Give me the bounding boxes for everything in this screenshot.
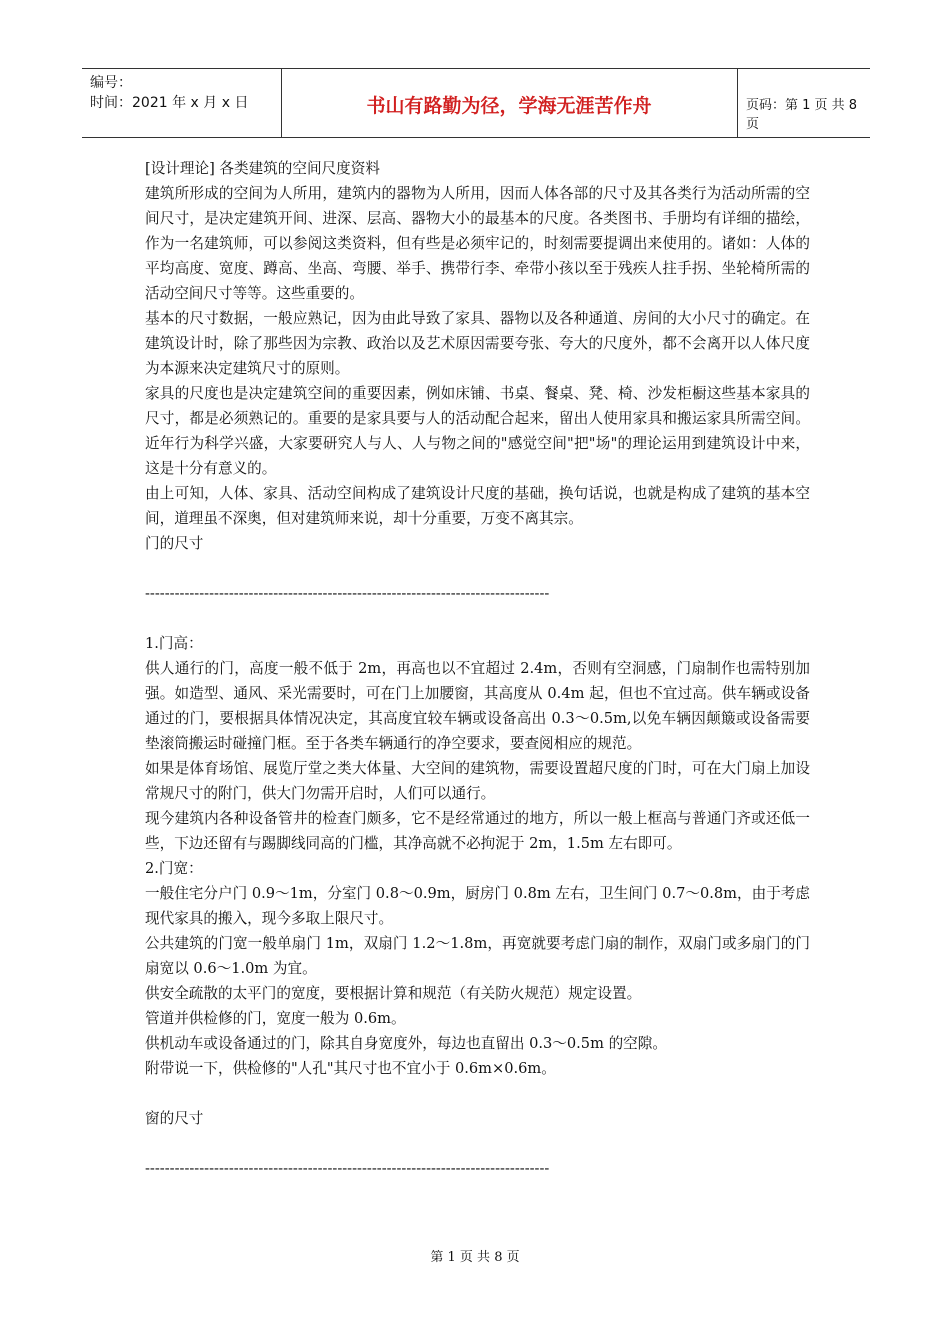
- header-page-info: 页码：第 1 页 共 8 页: [746, 98, 858, 132]
- document-date-label: 时间：2021 年 x 月 x 日: [90, 95, 249, 111]
- body-paragraph: 窗的尺寸: [145, 1110, 204, 1127]
- header-page-cell: [738, 69, 870, 137]
- body-paragraph: 附带说一下，供检修的"人孔"其尺寸也不宜小于 0.6m×0.6m。: [145, 1060, 556, 1077]
- separator-line: ----------------------------------------------------------------------------------: [145, 585, 550, 602]
- page-footer: 第 1 页 共 8 页: [430, 1250, 520, 1265]
- body-paragraph: 公共建筑的门宽一般单扇门 1m，双扇门 1.2～1.8m，再宽就要考虑门扇的制作，双扇门或多扇门的门扇宽以 0.6～1.0m 为宜。: [145, 935, 810, 977]
- body-paragraph: 供机动车或设备通过的门，除其自身宽度外，每边也直留出 0.3～0.5m 的空隙。: [145, 1035, 667, 1052]
- blank-line: [145, 1131, 810, 1156]
- body-paragraph: 基本的尺寸数据，一般应熟记，因为由此导致了家具、器物以及各种通道、房间的大小尺寸的确定。在建筑设计时，除了那些因为宗教、政治以及艺术原因需要夸张、夸大的尺度外，都不会离开以人体尺度为本源来决定建筑尺寸的原则。: [145, 310, 810, 377]
- header-motto: 书山有路勤为径，学海无涯苦作舟: [366, 95, 652, 117]
- body-paragraph: 供安全疏散的太平门的宽度，要根据计算和规范（有关防火规范）规定设置。: [145, 985, 642, 1002]
- body-paragraph: [设计理论] 各类建筑的空间尺度资料: [145, 160, 380, 177]
- document-header: [82, 68, 870, 138]
- body-paragraph: 2.门宽：: [145, 860, 203, 877]
- blank-line: [145, 556, 810, 581]
- body-paragraph: 现今建筑内各种设备管井的检查门颇多，它不是经常通过的地方，所以一般上框高与普通门齐或还低一些，下边还留有与踢脚线同高的门槛，其净高就不必拘泥于 2m，1.5m 左右即可。: [145, 810, 810, 852]
- blank-line: [145, 1081, 810, 1106]
- body-paragraph: 门的尺寸: [145, 535, 204, 552]
- document-body: [145, 156, 810, 1181]
- body-paragraph: 1.门高：: [145, 635, 203, 652]
- body-paragraph: 建筑所形成的空间为人所用，建筑内的器物为人所用，因而人体各部的尺寸及其各类行为活动所需的空间尺寸，是决定建筑开间、进深、层高、器物大小的最基本的尺度。各类图书、手册均有详细的描绘，作为一名建筑师，可以参阅这类资料，但有些是必须牢记的，时刻需要提调出来使用的。诸如：人体的平均高度、宽度、蹲高、坐高、弯腰、举手、携带行李、牵带小孩以至于残疾人拄手拐、坐轮椅所需的活动空间尺寸等等。这些重要的。: [145, 185, 810, 302]
- body-paragraph: 一般住宅分户门 0.9～1m，分室门 0.8～0.9m，厨房门 0.8m 左右，卫生间门 0.7～0.8m，由于考虑现代家具的搬入，现今多取上限尺寸。: [145, 885, 810, 927]
- body-paragraph: 管道并供检修的门，宽度一般为 0.6m。: [145, 1010, 406, 1027]
- header-meta-cell: [82, 69, 282, 137]
- header-motto-cell: [281, 69, 738, 137]
- body-paragraph: 如果是体育场馆、展览厅堂之类大体量、大空间的建筑物，需要设置超尺度的门时，可在大门扇上加设常规尺寸的附门，供大门勿需开启时，人们可以通行。: [145, 760, 810, 802]
- document-number-label: 编号：: [90, 75, 132, 91]
- body-paragraph: 家具的尺度也是决定建筑空间的重要因素，例如床铺、书桌、餐桌、凳、椅、沙发柜橱这些基本家具的尺寸，都是必须熟记的。重要的是家具要与人的活动配合起来，留出人使用家具和搬运家具所需空间。近年行为科学兴盛，大家要研究人与人、人与物之间的"感觉空间"把"场"的理论运用到建筑设计中来，这是十分有意义的。: [145, 385, 810, 477]
- blank-line: [145, 606, 810, 631]
- separator-line: ----------------------------------------------------------------------------------: [145, 1160, 550, 1177]
- body-paragraph: 供人通行的门，高度一般不低于 2m，再高也以不宜超过 2.4m，否则有空洞感，门扇制作也需特别加强。如造型、通风、采光需要时，可在门上加腰窗，其高度从 0.4m 起，但也不宜过高。供车辆或设备通过的门，要根据具体情况决定，其高度宜较车辆或设备高出 0.3～0.5m,以免车辆因颠簸或设备需要垫滚筒搬运时碰撞门框。至于各类车辆通行的净空要求，要查阅相应的规范。: [145, 660, 810, 752]
- body-paragraph: 由上可知，人体、家具、活动空间构成了建筑设计尺度的基础，换句话说，也就是构成了建筑的基本空间，道理虽不深奥，但对建筑师来说，却十分重要，万变不离其宗。: [145, 485, 810, 527]
